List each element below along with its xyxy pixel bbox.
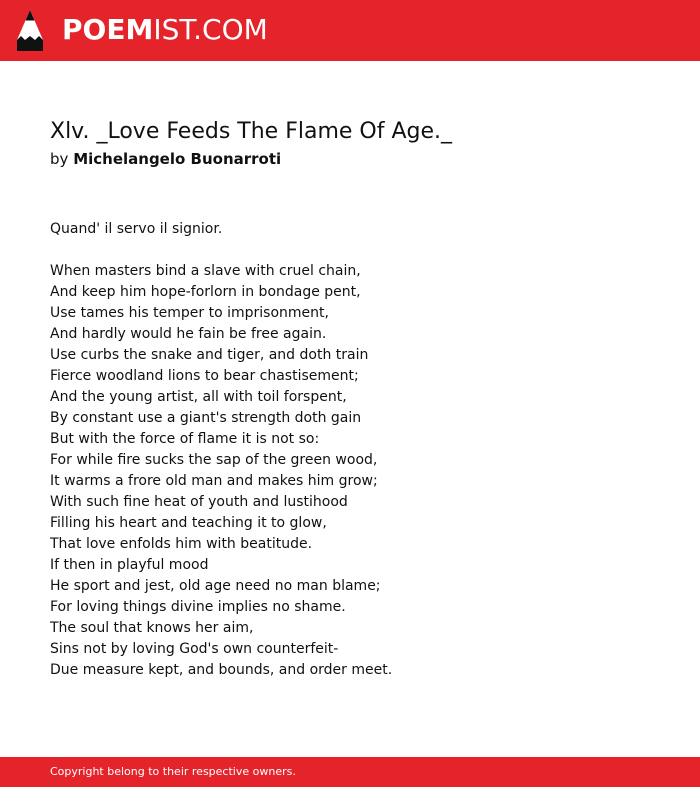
poem-body — [50, 261, 392, 681]
logo-text-light: IST.COM — [153, 13, 268, 46]
poem-dedication: Quand' il servo il signior. — [50, 221, 223, 237]
poem-line: By constant use a giant's strength doth gain — [50, 410, 362, 426]
poem-line: But with the force of flame it is not so: — [50, 431, 320, 447]
poem-line: Use tames his temper to imprisonment, — [50, 305, 329, 321]
poem-line: And hardly would he fain be free again. — [50, 326, 327, 342]
poem-line: When masters bind a slave with cruel chain, — [50, 263, 361, 279]
by-label: by — [50, 150, 69, 168]
poem-line: The soul that knows her aim, — [50, 620, 254, 636]
logo-text-bold: POEM — [62, 13, 154, 46]
poem-line: For while fire sucks the sap of the green wood, — [50, 452, 378, 468]
poem-line: That love enfolds him with beatitude. — [50, 536, 313, 552]
poem-line: And the young artist, all with toil forspent, — [50, 389, 347, 405]
poem-line: If then in playful mood — [50, 557, 209, 573]
poem-line: Sins not by loving God's own counterfeit- — [50, 641, 339, 657]
poem-line: Due measure kept, and bounds, and order meet. — [50, 662, 393, 678]
poem-line: Filling his heart and teaching it to glow, — [50, 515, 327, 531]
copyright-notice: Copyright belong to their respective owners. — [50, 765, 296, 778]
poem-line: Fierce woodland lions to bear chastisement; — [50, 368, 359, 384]
poem-line: It warms a frore old man and makes him grow; — [50, 473, 378, 489]
site-footer — [0, 757, 700, 787]
site-header — [0, 0, 700, 61]
poem-byline — [50, 149, 281, 169]
poem-line: And keep him hope-forlorn in bondage pent, — [50, 284, 361, 300]
poem-line: He sport and jest, old age need no man blame; — [50, 578, 381, 594]
poem-title: Xlv. _Love Feeds The Flame Of Age._ — [50, 119, 453, 144]
author-name: Michelangelo Buonarroti — [73, 150, 282, 168]
poem-line: With such fine heat of youth and lustihood — [50, 494, 348, 510]
poem-line: For loving things divine implies no shame. — [50, 599, 346, 615]
pencil-tip-icon[interactable] — [17, 10, 43, 51]
site-logo[interactable] — [62, 12, 268, 48]
poem-line: Use curbs the snake and tiger, and doth train — [50, 347, 369, 363]
